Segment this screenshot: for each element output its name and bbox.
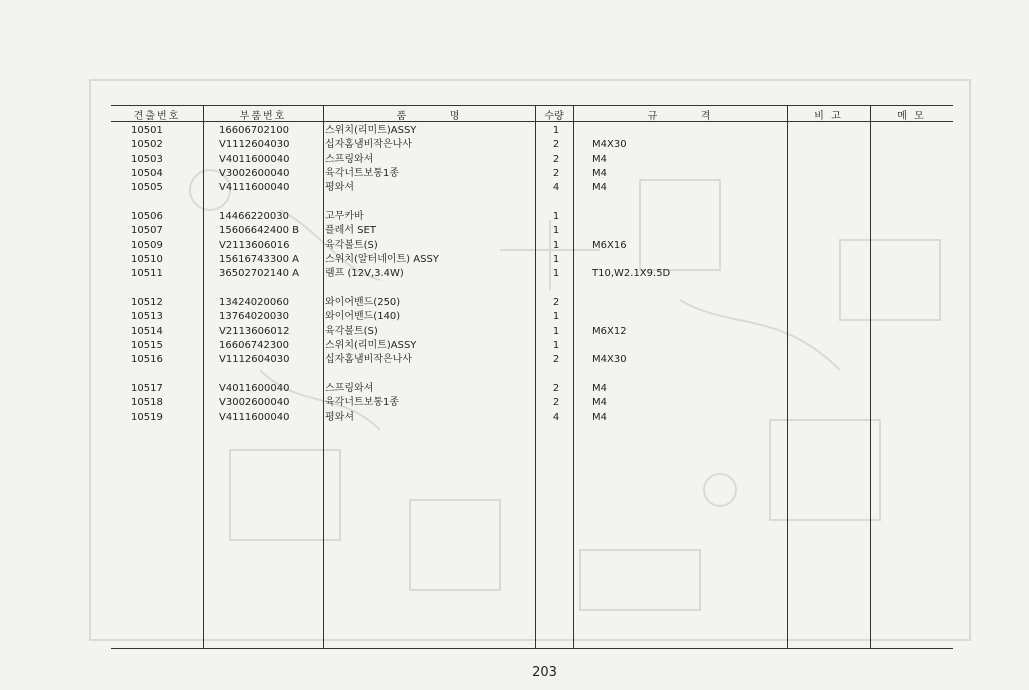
table-row: [111, 339, 953, 353]
part-name: 와이어밴드(140): [325, 311, 401, 323]
row-number: 10506: [131, 211, 163, 222]
row-number: 10517: [131, 383, 163, 394]
part-number: 14466220030: [219, 211, 289, 222]
row-number: 10507: [131, 225, 163, 237]
part-name: 육각볼트(S): [325, 325, 378, 337]
quantity: 1: [552, 268, 560, 280]
row-number: 10513: [131, 311, 163, 323]
part-number: V2113606012: [219, 325, 290, 337]
part-name: 평와셔: [325, 411, 354, 423]
specification: M4X30: [592, 139, 627, 151]
header-memo: 메 모: [897, 111, 926, 122]
part-name: 스위치(리미트)ASSY: [325, 125, 417, 136]
header-part-number: 부품번호: [239, 111, 287, 122]
part-name: 스위치(알터네이트) ASSY: [325, 253, 439, 265]
quantity: 1: [552, 311, 560, 323]
quantity: 2: [552, 354, 560, 366]
part-number: V3002600040: [219, 167, 290, 179]
part-number: 16606742300: [219, 339, 289, 351]
quantity: 1: [552, 225, 560, 237]
specification: M4X30: [592, 354, 627, 366]
part-number: V3002600040: [219, 397, 290, 409]
part-number: V2113606016: [219, 239, 290, 251]
part-name: 스위치(리미트)ASSY: [325, 339, 417, 351]
quantity: 4: [552, 411, 560, 423]
part-name: 육각너트보통1종: [325, 167, 399, 179]
row-number: 10519: [131, 411, 163, 423]
specification: M6X12: [592, 325, 627, 337]
part-number: 36502702140 A: [219, 268, 300, 280]
quantity: 2: [552, 139, 560, 151]
table-row: [111, 396, 953, 410]
part-number: 13424020060: [219, 297, 289, 308]
row-number: 10502: [131, 139, 163, 151]
row-number: 10503: [131, 153, 163, 165]
quantity: 1: [552, 239, 560, 251]
specification: M4: [592, 383, 607, 394]
quantity: 1: [552, 125, 560, 136]
table-row: [111, 296, 953, 310]
quantity: 1: [552, 325, 560, 337]
table-row: [111, 310, 953, 324]
part-name: 스프링와셔: [325, 383, 374, 394]
table-row: [111, 167, 953, 181]
part-number: V4111600040: [219, 182, 290, 194]
quantity: 4: [552, 182, 560, 194]
table-row: [111, 267, 953, 281]
row-number: 10512: [131, 297, 163, 308]
header-spec: 규 격: [647, 111, 713, 122]
part-name: 램프 (12V,3.4W): [325, 268, 404, 280]
part-name: 평와셔: [325, 182, 354, 194]
row-number: 10515: [131, 339, 163, 351]
row-number: 10509: [131, 239, 163, 251]
specification: M6X16: [592, 239, 627, 251]
quantity: 1: [552, 253, 560, 265]
specification: M4: [592, 167, 607, 179]
part-name: 플레서 SET: [325, 225, 376, 237]
footer-rule: [111, 648, 953, 649]
table-row: [111, 124, 953, 138]
table-row: [111, 181, 953, 195]
part-name: 육각너트보통1종: [325, 397, 399, 409]
table-top-rule: [111, 105, 953, 106]
part-number: 16606702100: [219, 125, 289, 136]
parts-table: [111, 105, 953, 648]
part-name: 고무카바: [325, 211, 364, 222]
row-number: 10516: [131, 354, 163, 366]
table-row: [111, 253, 953, 267]
quantity: 2: [552, 153, 560, 165]
table-row: [111, 224, 953, 238]
row-number: 10505: [131, 182, 163, 194]
header-no: 견출번호: [133, 111, 181, 122]
table-row: [111, 138, 953, 152]
part-name: 스프링와셔: [325, 153, 374, 165]
quantity: 2: [552, 383, 560, 394]
header-note: 비 고: [814, 111, 843, 122]
specification: T10,W2.1X9.5D: [592, 268, 671, 280]
part-number: V4011600040: [219, 383, 290, 394]
quantity: 1: [552, 211, 560, 222]
part-name: 십자홈냄비작은나사: [325, 139, 412, 151]
row-number: 10504: [131, 167, 163, 179]
part-number: V1112604030: [219, 139, 290, 151]
row-number: 10510: [131, 253, 163, 265]
part-name: 육각볼트(S): [325, 239, 378, 251]
table-row: [111, 325, 953, 339]
table-row: [111, 382, 953, 396]
row-number: 10518: [131, 397, 163, 409]
row-number: 10511: [131, 268, 163, 280]
table-row: [111, 210, 953, 224]
quantity: 1: [552, 339, 560, 351]
part-number: 15606642400 B: [219, 225, 300, 237]
header-quantity: 수량: [544, 111, 564, 122]
row-number: 10514: [131, 325, 163, 337]
part-number: V1112604030: [219, 354, 290, 366]
page-number: [0, 665, 1029, 680]
specification: M4: [592, 182, 607, 194]
quantity: 2: [552, 167, 560, 179]
table-row: [111, 353, 953, 367]
quantity: 2: [552, 297, 560, 308]
specification: M4: [592, 397, 607, 409]
part-name: 와이어밴드(250): [325, 297, 401, 308]
specification: M4: [592, 153, 607, 165]
header-name: 품 명: [396, 111, 462, 122]
table-row: [111, 153, 953, 167]
table-row: [111, 411, 953, 425]
part-name: 십자홈냄비작은나사: [325, 354, 412, 366]
part-number: 15616743300 A: [219, 253, 300, 265]
part-number: V4111600040: [219, 411, 290, 423]
page-number-text: 203: [532, 665, 557, 680]
quantity: 2: [552, 397, 560, 409]
specification: M4: [592, 411, 607, 423]
row-number: 10501: [131, 125, 163, 136]
table-row: [111, 239, 953, 253]
part-number: V4011600040: [219, 153, 290, 165]
part-number: 13764020030: [219, 311, 289, 323]
